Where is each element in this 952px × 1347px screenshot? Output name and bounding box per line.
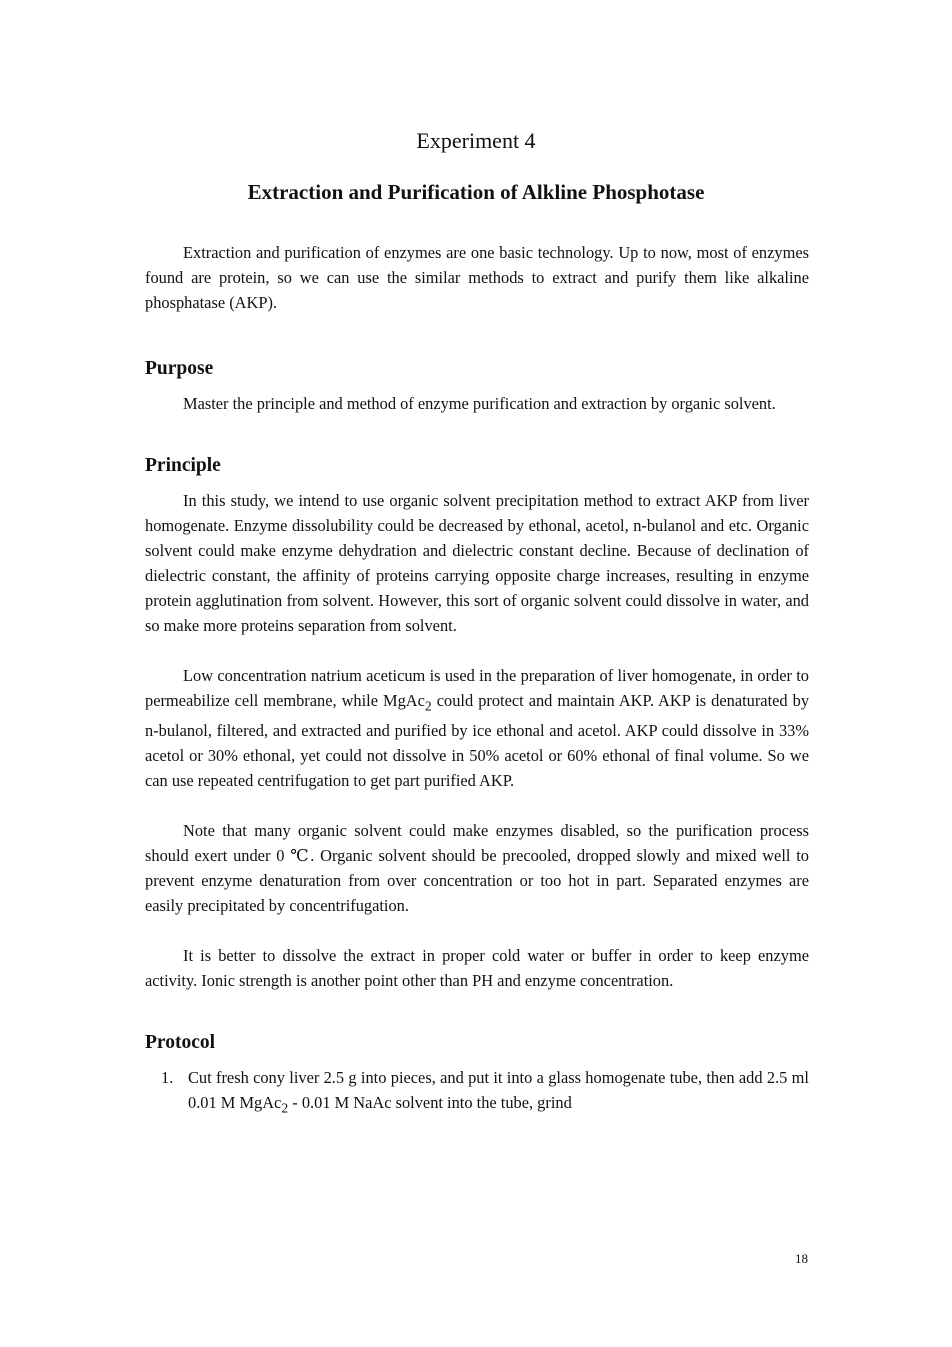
- subscript: 2: [281, 1100, 289, 1116]
- principle-paragraph-2: [145, 663, 809, 793]
- page-number: 18: [795, 1251, 808, 1266]
- step-text: Cut fresh cony liver 2.5 g into pieces, and put it into a glass homogenate tube, then add 2.5 ml 0.01 M MgAc: [188, 1068, 809, 1113]
- subscript: 2: [424, 698, 432, 714]
- step-number: 1.: [161, 1068, 174, 1088]
- principle-paragraph-3: Note that many organic solvent could make enzymes disabled, so the purification process should exert under 0 ℃. Organic solvent should be precooled, dropped slowly and mixed well to prevent enzyme denaturation from over concentration or too hot in part. Separated enzymes are easily precipitated by concentrifugation.: [145, 821, 809, 916]
- principle-paragraph-4: It is better to dissolve the extract in proper cold water or buffer in order to keep enzyme activity. Ionic strength is another point other than PH and enzyme concentration.: [145, 946, 809, 991]
- purpose-heading: Purpose: [145, 358, 214, 379]
- intro-paragraph: Extraction and purification of enzymes are one basic technology. Up to now, most of enzymes found are protein, so we can use the similar methods to extract and purify them like alkaline phosphatase (AKP).: [145, 243, 809, 312]
- principle-paragraph-1: In this study, we intend to use organic solvent precipitation method to extract AKP from liver homogenate. Enzyme dissolubility could be decreased by ethonal, acetol, n-bulanol and etc. Organic solvent could make enzyme dehydration and dielectric constant decline. Because of declination of dielectric constant, the affinity of proteins carrying opposite charge increases, resulting in enzyme protein agglutination from solvent. However, this sort of organic solvent could dissolve in water, and so make more proteins separation from solvent.: [145, 491, 809, 635]
- document-body: [145, 240, 809, 1121]
- document-title: Extraction and Purification of Alkline Phosphotase: [247, 180, 705, 204]
- experiment-label: Experiment 4: [416, 128, 536, 153]
- principle-heading: Principle: [145, 455, 221, 476]
- protocol-section: [145, 1029, 809, 1120]
- paragraph-text: Low concentration natrium aceticum is used in the preparation of liver homogenate, in order to permeabilize cell membrane, while MgAc: [145, 666, 809, 710]
- paragraph-text: could protect and maintain AKP. AKP is denaturated by n-bulanol, filtered, and extracted and purified by ice ethonal and acetol. AKP could dissolve in 33% acetol or 30% ethonal, yet could not dissolve in 50% acetol or 60% ethonal of final volume. So we can use repeated centrifugation to get part purified AKP.: [145, 691, 810, 791]
- purpose-paragraph: Master the principle and method of enzyme purification and extraction by organic solvent.: [183, 394, 776, 413]
- principle-section: [145, 452, 809, 993]
- protocol-list: [145, 1065, 809, 1120]
- step-text: - 0.01 M NaAc solvent into the tube, grind: [288, 1093, 572, 1113]
- protocol-heading: Protocol: [145, 1032, 216, 1054]
- protocol-step: [145, 1065, 809, 1120]
- purpose-section: [145, 355, 809, 416]
